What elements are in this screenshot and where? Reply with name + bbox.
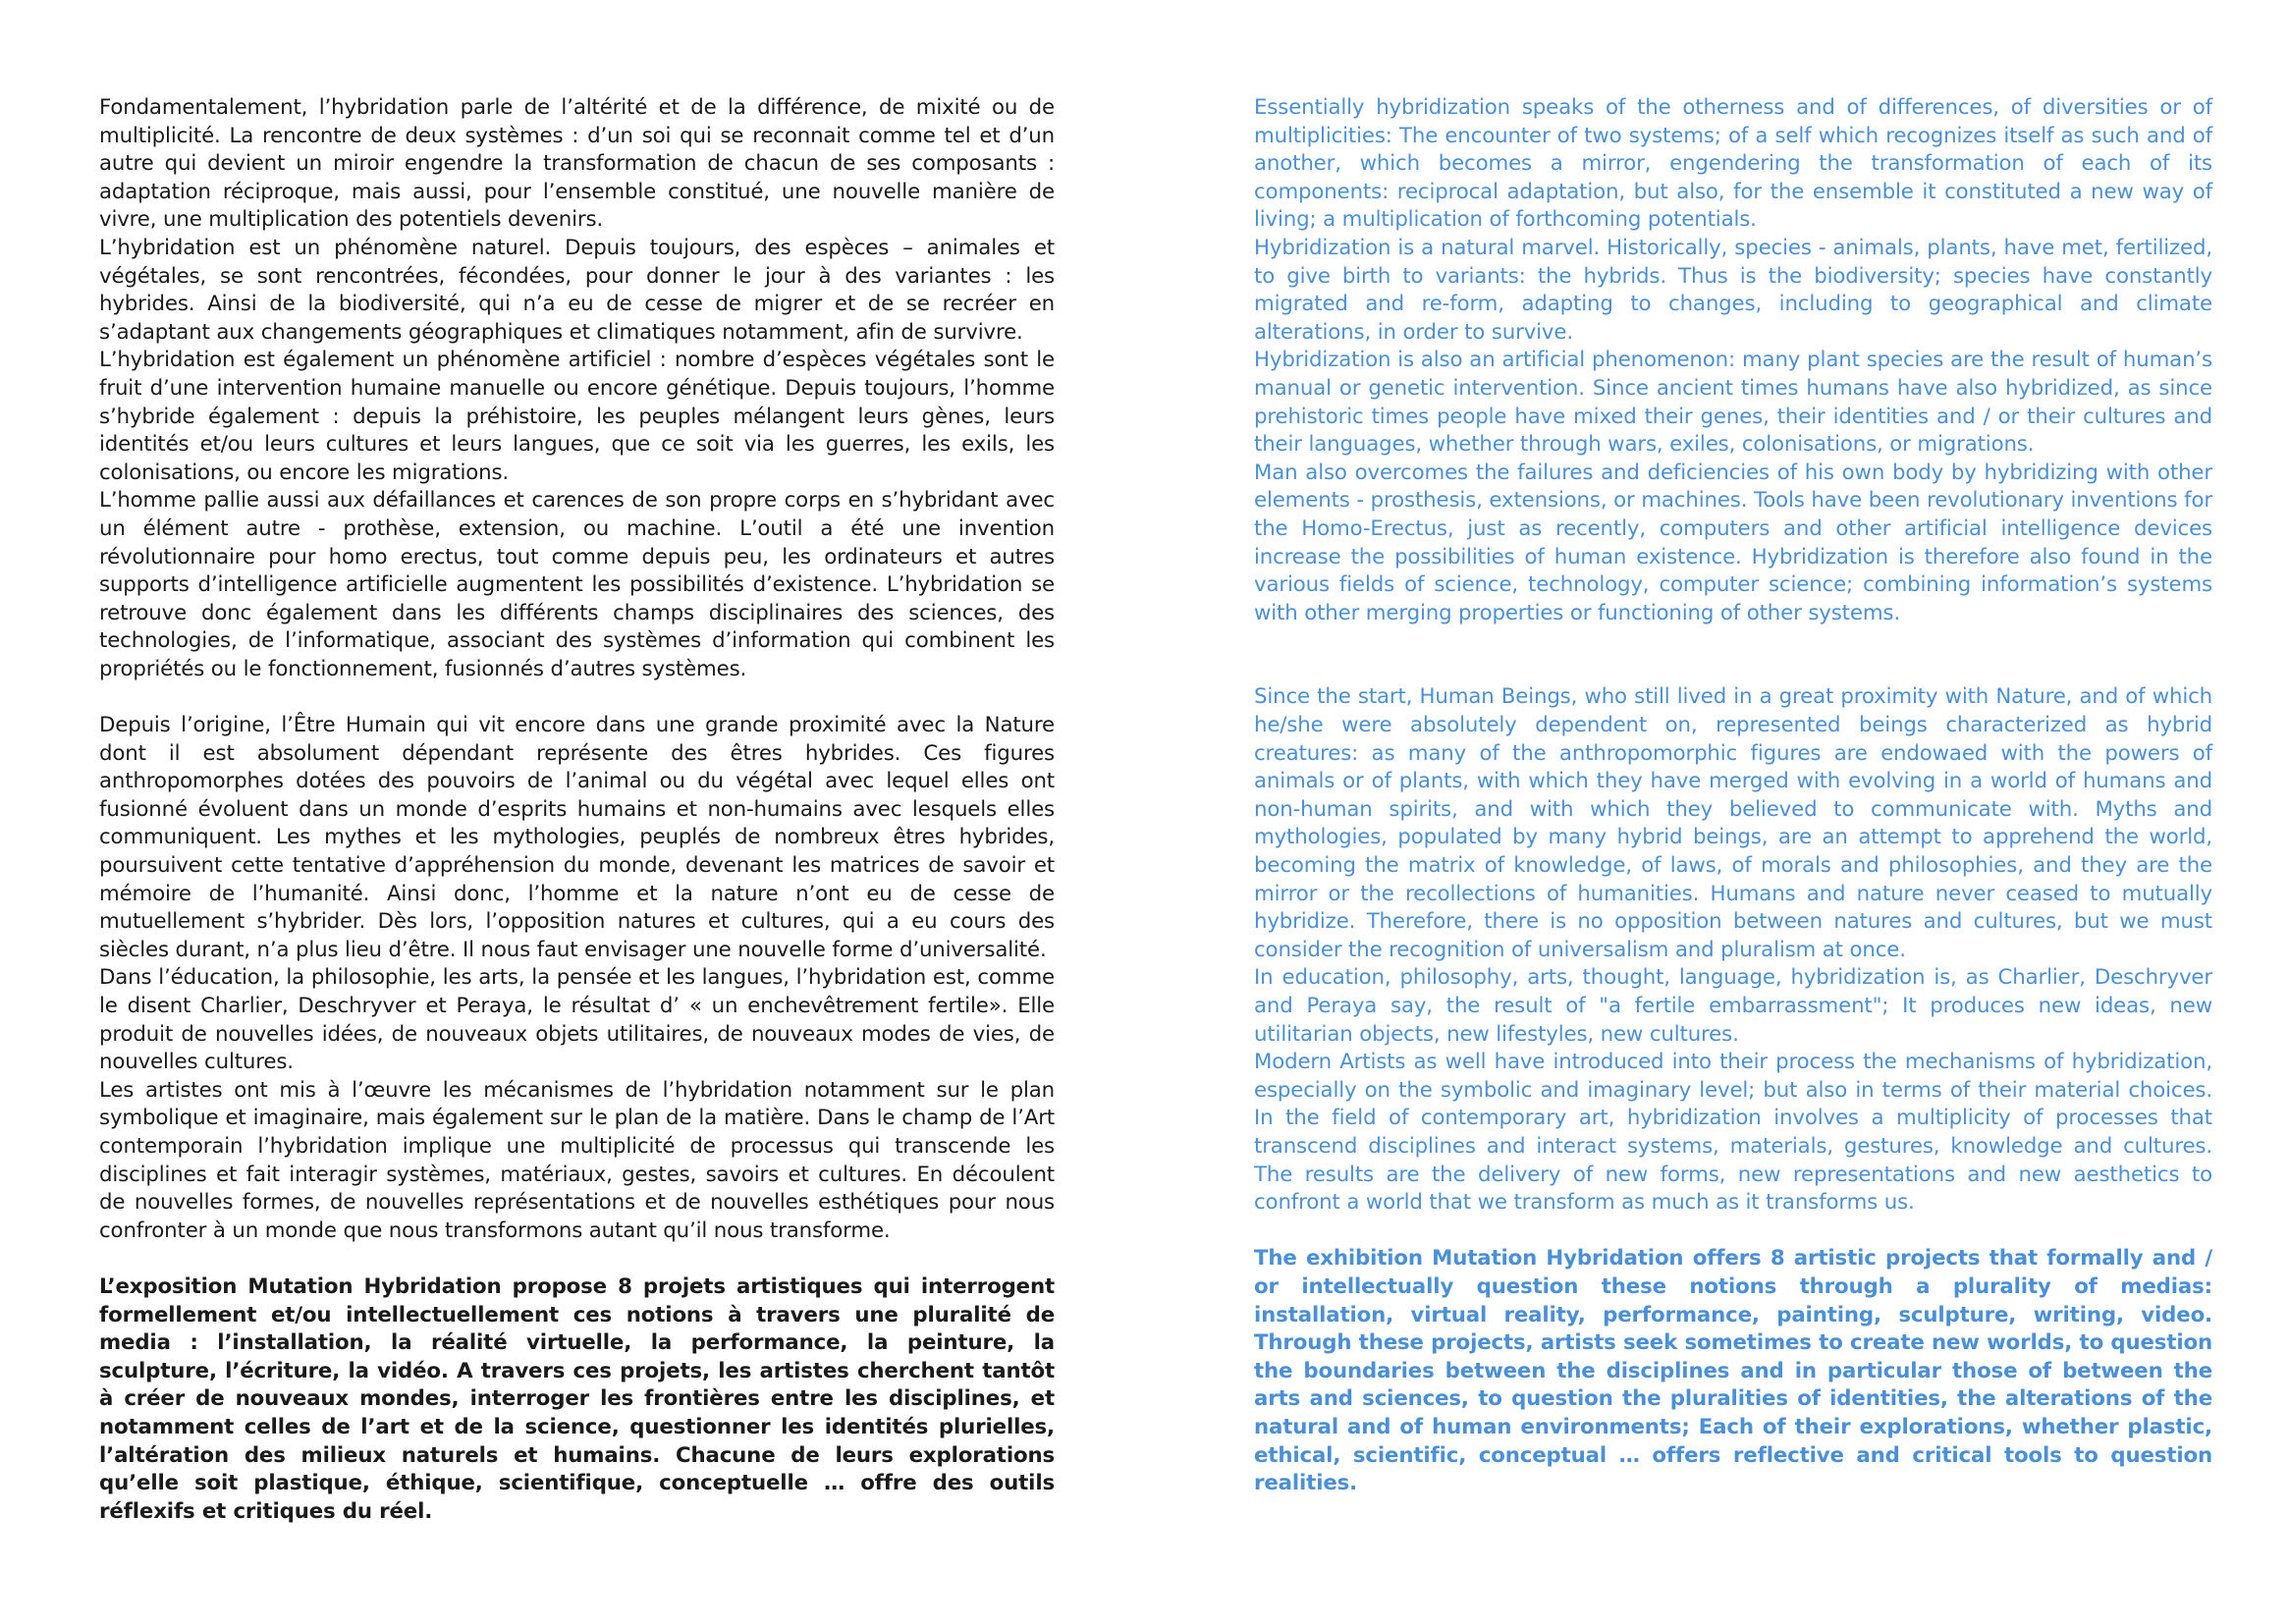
fr-paragraph-education: Dans l’éducation, la philosophie, les arts, la pensée et les langues, l’hybridation est, comme le disent Charlier, Deschryver et Peraya, le résultat d’ « un enchevêtrement fertile». Elle produit de nouvelles idées, de nouveaux objets utilitaires, de nouveaux modes de vies, de nouvelles cultures. (99, 965, 1055, 1075)
en-spacer (1254, 1218, 2212, 1246)
en-spacer (1254, 627, 2212, 683)
fr-paragraph-artists: Les artistes ont mis à l’œuvre les mécanismes de l’hybridation notamment sur le plan symbolique et imaginaire, mais également sur le plan de la matière. Dans le champ de l’Art contemporain l’hybridation implique une multiplicité de processus qui transcende les disciplines et fait interagir systèmes, matériaux, gestes, savoirs et cultures. En découlent de nouvelles formes, de nouvelles représentations et de nouvelles esthétiques pour nous confronter à un monde que nous transformons autant qu’il nous transforme. (99, 1077, 1055, 1243)
french-column (99, 94, 1055, 1526)
en-paragraph-artificial: Hybridization is also an artificial phenomenon: many plant species are the result of human’s manual or genetic intervention. Since ancient times humans have also hybridized, as since prehistoric times people have mixed their genes, their identities and / or their cultures and their languages, whether through wars, exiles, colonisations, or migrations. (1254, 348, 2212, 458)
fr-paragraph-exhibition: L’exposition Mutation Hybridation propose 8 projets artistiques qui interrogent formellement et/ou intellectuellement ces notions à travers une pluralité de media : l’installation, la réalité virtuelle, la performance, la peinture, la sculpture, l’écriture, la vidéo. A travers ces projets, les artistes cherchent tantôt à créer de nouveaux mondes, interroger les frontières entre les disciplines, et notamment celles de l’art et de la science, questionner les identités plurielles, l’altération des milieux naturels et humains. Chacune de leurs explorations qu’elle soit plastique, éthique, scientifique, conceptuelle … offre des outils réflexifs et critiques du réel. (99, 1273, 1055, 1524)
en-paragraph-origin: Since the start, Human Beings, who still lived in a great proximity with Nature, and of which he/she were absolutely dependent on, represented beings characterized as hybrid creatures: as many of the anthropomorphic figures are endowaed with the powers of animals or of plants, with which they have merged with evolving in a world of humans and non-human spirits, and with which they believed to communicate with. Myths and mythologies, populated by many hybrid beings, are an attempt to apprehend the world, becoming the matrix of knowledge, of laws, of morals and philosophies, and they are the mirror or the recollections of humanities. Humans and nature never ceased to mutually hybridize. Therefore, there is no opposition between natures and cultures, but we must consider the recognition of universalism and pluralism at once. (1254, 684, 2212, 962)
en-paragraph-artists: Modern Artists as well have introduced into their process the mechanisms of hybridization, especially on the symbolic and imaginary level; but also in terms of their material choices. In the field of contemporary art, hybridization involves a multiplicity of processes that transcend disciplines and interact systems, materials, gestures, knowledge and cultures. The results are the delivery of new forms, new representations and new aesthetics to confront a world that we transform as much as it transforms us. (1254, 1050, 2212, 1216)
en-paragraph-intro: Essentially hybridization speaks of the otherness and of differences, of diversities or of multiplicities: The encounter of two systems; of a self which recognizes itself as such and of another, which becomes a mirror, engendering the transformation of each of its components: reciprocal adaptation, but also, for the ensemble it constituted a new way of living; a multiplication of forthcoming potentials. (1254, 95, 2212, 233)
fr-paragraph-natural: L’hybridation est un phénomène naturel. Depuis toujours, des espèces – animales et végétales, se sont rencontrées, fécondées, pour donner le jour à des variantes : les hybrides. Ainsi de la biodiversité, qui n’a eu de cesse de migrer et de se recréer en s’adaptant aux changements géographiques et climatiques notamment, afin de survivre. (99, 235, 1055, 345)
fr-paragraph-body: L’homme pallie aussi aux défaillances et carences de son propre corps en s’hybridant avec un élément autre - prothèse, extension, ou machine. L’outil a été une invention révolutionnaire pour homo erectus, tout comme depuis peu, les ordinateurs et autres supports d’intelligence artificielle augmentent les possibilités d’existence. L’hybridation se retrouve donc également dans les différents champs disciplinaires des sciences, des technologies, de l’informatique, associant des systèmes d’information qui combinent les propriétés ou le fonctionnement, fusionnés d’autres systèmes. (99, 488, 1055, 681)
fr-paragraph-origin: Depuis l’origine, l’Être Humain qui vit encore dans une grande proximité avec la Nature dont il est absolument dépendant représente des êtres hybrides. Ces figures anthropomorphes dotées des pouvoirs de l’animal ou du végétal avec lequel elles ont fusionné évoluent dans un monde d’esprits humains et non-humains avec lesquels elles communiquent. Les mythes et les mythologies, peuplés de nombreux êtres hybrides, poursuivent cette tentative d’appréhension du monde, devenant les matrices de savoir et mémoire de l’humanité. Ainsi donc, l’homme et la nature n’ont eu de cesse de mutuellement s’hybrider. Dès lors, l’opposition natures et cultures, qui a eu cours des siècles durant, n’a plus lieu d’être. Il nous faut envisager une nouvelle forme d’universalité. (99, 713, 1055, 962)
english-column (1254, 94, 2212, 1498)
en-paragraph-natural: Hybridization is a natural marvel. Historically, species - animals, plants, have met, fertilized, to give birth to variants: the hybrids. Thus is the biodiversity; species have constantly migrated and re-form, adapting to changes, including to geographical and climate alterations, in order to survive. (1254, 235, 2212, 345)
en-paragraph-exhibition: The exhibition Mutation Hybridation offers 8 artistic projects that formally and / or intellectually question these notions through a plurality of medias: installation, virtual reality, performance, painting, sculpture, writing, video. Through these projects, artists seek sometimes to create new worlds, to question the boundaries between the disciplines and in particular those of between the arts and sciences, to question the pluralities of identities, the alterations of the natural and of human environments; Each of their explorations, whether plastic, ethical, scientific, conceptual … offers reflective and critical tools to question realities. (1254, 1246, 2212, 1496)
en-paragraph-body: Man also overcomes the failures and deficiencies of his own body by hybridizing with other elements - prosthesis, extensions, or machines. Tools have been revolutionary inventions for the Homo-Erectus, just as recently, computers and other artificial intelligence devices increase the possibilities of human existence. Hybridization is therefore also found in the various fields of science, technology, computer science; combining information’s systems with other merging properties or functioning of other systems. (1254, 460, 2212, 625)
fr-spacer (99, 683, 1055, 712)
fr-paragraph-intro: Fondamentalement, l’hybridation parle de l’altérité et de la différence, de mixité ou de multiplicité. La rencontre de deux systèmes : d’un soi qui se reconnait comme tel et d’un autre qui devient un miroir engendre la transformation de chacun de ses composants : adaptation réciproque, mais aussi, pour l’ensemble constitué, une nouvelle manière de vivre, une multiplication des potentiels devenirs. (99, 95, 1055, 233)
en-paragraph-education: In education, philosophy, arts, thought, language, hybridization is, as Charlier, Deschryver and Peraya say, the result of "a fertile embarrassment"; It produces new ideas, new utilitarian objects, new lifestyles, new cultures. (1254, 965, 2212, 1047)
fr-paragraph-artificial: L’hybridation est également un phénomène artificiel : nombre d’espèces végétales sont le fruit d’une intervention humaine manuelle ou encore génétique. Depuis toujours, l’homme s’hybride également : depuis la préhistoire, les peuples mélangent leurs gènes, leurs identités et/ou leurs cultures et leurs langues, que ce soit via les guerres, les exils, les colonisations, ou encore les migrations. (99, 348, 1055, 485)
fr-spacer (99, 1245, 1055, 1273)
